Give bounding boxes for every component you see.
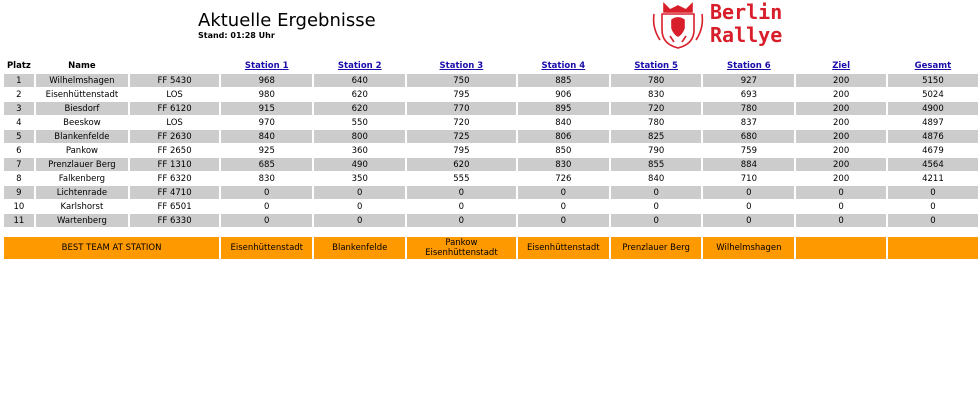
gesamt-cell: 4897 <box>888 116 978 129</box>
station-5-cell: 780 <box>611 116 701 129</box>
table-row <box>4 200 978 213</box>
rank-cell: 6 <box>4 144 34 157</box>
ziel-cell: 200 <box>796 88 885 101</box>
station-1-cell: 0 <box>221 200 312 213</box>
ziel-cell: 0 <box>796 200 885 213</box>
station-2-cell: 620 <box>314 102 405 115</box>
station-2-cell: 350 <box>314 172 405 185</box>
best-ziel <box>796 237 885 259</box>
col-gesamt <box>888 59 978 73</box>
plate-cell: FF 4710 <box>130 186 219 199</box>
gesamt-cell: 4876 <box>888 130 978 143</box>
table-row <box>4 116 978 129</box>
results-body <box>4 74 978 227</box>
plate-cell: FF 2650 <box>130 144 219 157</box>
station-2-cell: 800 <box>314 130 405 143</box>
station-6-cell: 884 <box>703 158 794 171</box>
station-6-cell: 0 <box>703 200 794 213</box>
station-4-cell: 806 <box>518 130 609 143</box>
station-2-cell: 0 <box>314 200 405 213</box>
station-4-cell: 0 <box>518 186 609 199</box>
station-1-cell: 0 <box>221 186 312 199</box>
station-3-cell: 620 <box>407 158 516 171</box>
col-platz: Platz <box>6 61 31 71</box>
table-row <box>4 172 978 185</box>
plate-cell: FF 2630 <box>130 130 219 143</box>
station-3-cell: 0 <box>407 200 516 213</box>
station-1-cell: 970 <box>221 116 312 129</box>
station-4-cell: 895 <box>518 102 609 115</box>
rank-cell: 1 <box>4 74 34 87</box>
rank-cell: 7 <box>4 158 34 171</box>
station-1-link[interactable]: Station 1 <box>244 61 289 71</box>
best-station-3: Pankow Eisenhüttenstadt <box>407 237 516 259</box>
station-3-cell: 0 <box>407 214 516 227</box>
station-4-cell: 840 <box>518 116 609 129</box>
last-updated: Stand: 01:28 Uhr <box>198 31 275 40</box>
gesamt-cell: 4564 <box>888 158 978 171</box>
best-station-2: Blankenfelde <box>314 237 405 259</box>
logo-text-rallye: Rallye <box>710 23 783 47</box>
station-3-cell: 795 <box>407 88 516 101</box>
station-2-cell: 640 <box>314 74 405 87</box>
best-gesamt <box>888 237 978 259</box>
station-6-cell: 693 <box>703 88 794 101</box>
station-4-cell: 830 <box>518 158 609 171</box>
best-team-row <box>4 237 978 259</box>
station-3-cell: 770 <box>407 102 516 115</box>
logo-text-berlin: Berlin <box>710 0 783 24</box>
station-1-cell: 685 <box>221 158 312 171</box>
plate-cell: FF 5430 <box>130 74 219 87</box>
ziel-cell: 200 <box>796 144 885 157</box>
station-2-cell: 0 <box>314 214 405 227</box>
rank-cell: 9 <box>4 186 34 199</box>
plate-cell: LOS <box>130 116 219 129</box>
col-station-3 <box>407 59 516 73</box>
best-team-label: BEST TEAM AT STATION <box>4 237 219 259</box>
rank-cell: 5 <box>4 130 34 143</box>
rank-cell: 11 <box>4 214 34 227</box>
station-2-cell: 360 <box>314 144 405 157</box>
ziel-cell: 200 <box>796 74 885 87</box>
station-1-cell: 968 <box>221 74 312 87</box>
rank-cell: 4 <box>4 116 34 129</box>
table-row <box>4 88 978 101</box>
ziel-cell: 0 <box>796 186 885 199</box>
station-6-cell: 927 <box>703 74 794 87</box>
station-5-cell: 825 <box>611 130 701 143</box>
ziel-cell: 200 <box>796 102 885 115</box>
station-5-cell: 0 <box>611 186 701 199</box>
col-ziel <box>796 59 885 73</box>
rank-cell: 2 <box>4 88 34 101</box>
plate-cell: FF 6320 <box>130 172 219 185</box>
team-name-cell: Wartenberg <box>36 214 128 227</box>
plate-cell: FF 6330 <box>130 214 219 227</box>
team-name-cell: Prenzlauer Berg <box>36 158 128 171</box>
station-6-link[interactable]: Station 6 <box>727 61 771 71</box>
team-name-cell: Falkenberg <box>36 172 128 185</box>
team-name-cell: Eisenhüttenstadt <box>36 88 128 101</box>
station-2-link[interactable]: Station 2 <box>337 61 382 71</box>
station-2-cell: 0 <box>314 186 405 199</box>
team-name-cell: Lichtenrade <box>36 186 128 199</box>
team-name-cell: Karlshorst <box>36 200 128 213</box>
station-3-cell: 720 <box>407 116 516 129</box>
gesamt-cell: 5150 <box>888 74 978 87</box>
station-3-cell: 795 <box>407 144 516 157</box>
ziel-cell: 200 <box>796 130 885 143</box>
station-1-cell: 980 <box>221 88 312 101</box>
station-4-cell: 885 <box>518 74 609 87</box>
team-name-cell: Blankenfelde <box>36 130 128 143</box>
station-2-cell: 620 <box>314 88 405 101</box>
table-row <box>4 158 978 171</box>
station-5-cell: 840 <box>611 172 701 185</box>
station-5-cell: 855 <box>611 158 701 171</box>
gesamt-cell: 0 <box>888 214 978 227</box>
rank-cell: 8 <box>4 172 34 185</box>
gesamt-cell: 4900 <box>888 102 978 115</box>
station-6-cell: 837 <box>703 116 794 129</box>
col-station-5 <box>611 59 701 73</box>
station-5-cell: 780 <box>611 74 701 87</box>
spacer-row <box>4 228 978 236</box>
col-station-6 <box>703 59 794 73</box>
station-6-cell: 0 <box>703 186 794 199</box>
rank-cell: 10 <box>4 200 34 213</box>
station-6-cell: 710 <box>703 172 794 185</box>
station-2-cell: 550 <box>314 116 405 129</box>
station-1-cell: 0 <box>221 214 312 227</box>
berlin-rallye-logo <box>650 0 790 50</box>
col-plate <box>130 59 219 73</box>
plate-cell: FF 6501 <box>130 200 219 213</box>
col-name: Name <box>68 61 96 71</box>
team-name-cell: Pankow <box>36 144 128 157</box>
table-row <box>4 214 978 227</box>
ziel-cell: 0 <box>796 214 885 227</box>
page-title: Aktuelle Ergebnisse <box>198 10 376 31</box>
gesamt-link[interactable]: Gesamt <box>914 61 952 71</box>
station-4-cell: 726 <box>518 172 609 185</box>
station-4-cell: 850 <box>518 144 609 157</box>
station-6-cell: 759 <box>703 144 794 157</box>
station-1-cell: 830 <box>221 172 312 185</box>
results-table <box>2 58 980 260</box>
station-1-cell: 840 <box>221 130 312 143</box>
berlin-bear-crest-icon <box>650 0 706 50</box>
station-6-cell: 780 <box>703 102 794 115</box>
gesamt-cell: 0 <box>888 200 978 213</box>
station-6-cell: 680 <box>703 130 794 143</box>
station-3-cell: 555 <box>407 172 516 185</box>
station-3-cell: 750 <box>407 74 516 87</box>
best-station-6: Wilhelmshagen <box>703 237 794 259</box>
table-row <box>4 102 978 115</box>
station-5-cell: 720 <box>611 102 701 115</box>
station-5-cell: 830 <box>611 88 701 101</box>
gesamt-cell: 4211 <box>888 172 978 185</box>
station-2-cell: 490 <box>314 158 405 171</box>
table-row <box>4 74 978 87</box>
table-row <box>4 130 978 143</box>
col-station-1 <box>221 59 312 73</box>
plate-cell: FF 6120 <box>130 102 219 115</box>
station-6-cell: 0 <box>703 214 794 227</box>
plate-cell: LOS <box>130 88 219 101</box>
ziel-link[interactable]: Ziel <box>832 61 850 71</box>
team-name-cell: Beeskow <box>36 116 128 129</box>
ziel-cell: 200 <box>796 172 885 185</box>
best-station-1: Eisenhüttenstadt <box>221 237 312 259</box>
col-station-2 <box>314 59 405 73</box>
best-station-5: Prenzlauer Berg <box>611 237 701 259</box>
station-4-cell: 0 <box>518 214 609 227</box>
station-1-cell: 925 <box>221 144 312 157</box>
gesamt-cell: 5024 <box>888 88 978 101</box>
gesamt-cell: 4679 <box>888 144 978 157</box>
station-4-cell: 0 <box>518 200 609 213</box>
ziel-cell: 200 <box>796 158 885 171</box>
table-row <box>4 144 978 157</box>
station-5-cell: 790 <box>611 144 701 157</box>
station-5-link[interactable]: Station 5 <box>634 61 678 71</box>
station-5-cell: 0 <box>611 200 701 213</box>
header-row <box>4 59 978 73</box>
station-3-cell: 725 <box>407 130 516 143</box>
ziel-cell: 200 <box>796 116 885 129</box>
station-3-cell: 0 <box>407 186 516 199</box>
best-team-section <box>4 228 978 259</box>
col-station-4 <box>518 59 609 73</box>
team-name-cell: Biesdorf <box>36 102 128 115</box>
gesamt-cell: 0 <box>888 186 978 199</box>
rank-cell: 3 <box>4 102 34 115</box>
station-5-cell: 0 <box>611 214 701 227</box>
plate-cell: FF 1310 <box>130 158 219 171</box>
station-1-cell: 915 <box>221 102 312 115</box>
station-4-cell: 906 <box>518 88 609 101</box>
table-row <box>4 186 978 199</box>
station-3-link[interactable]: Station 3 <box>439 61 484 71</box>
best-station-4: Eisenhüttenstadt <box>518 237 609 259</box>
team-name-cell: Wilhelmshagen <box>36 74 128 87</box>
station-4-link[interactable]: Station 4 <box>541 61 586 71</box>
